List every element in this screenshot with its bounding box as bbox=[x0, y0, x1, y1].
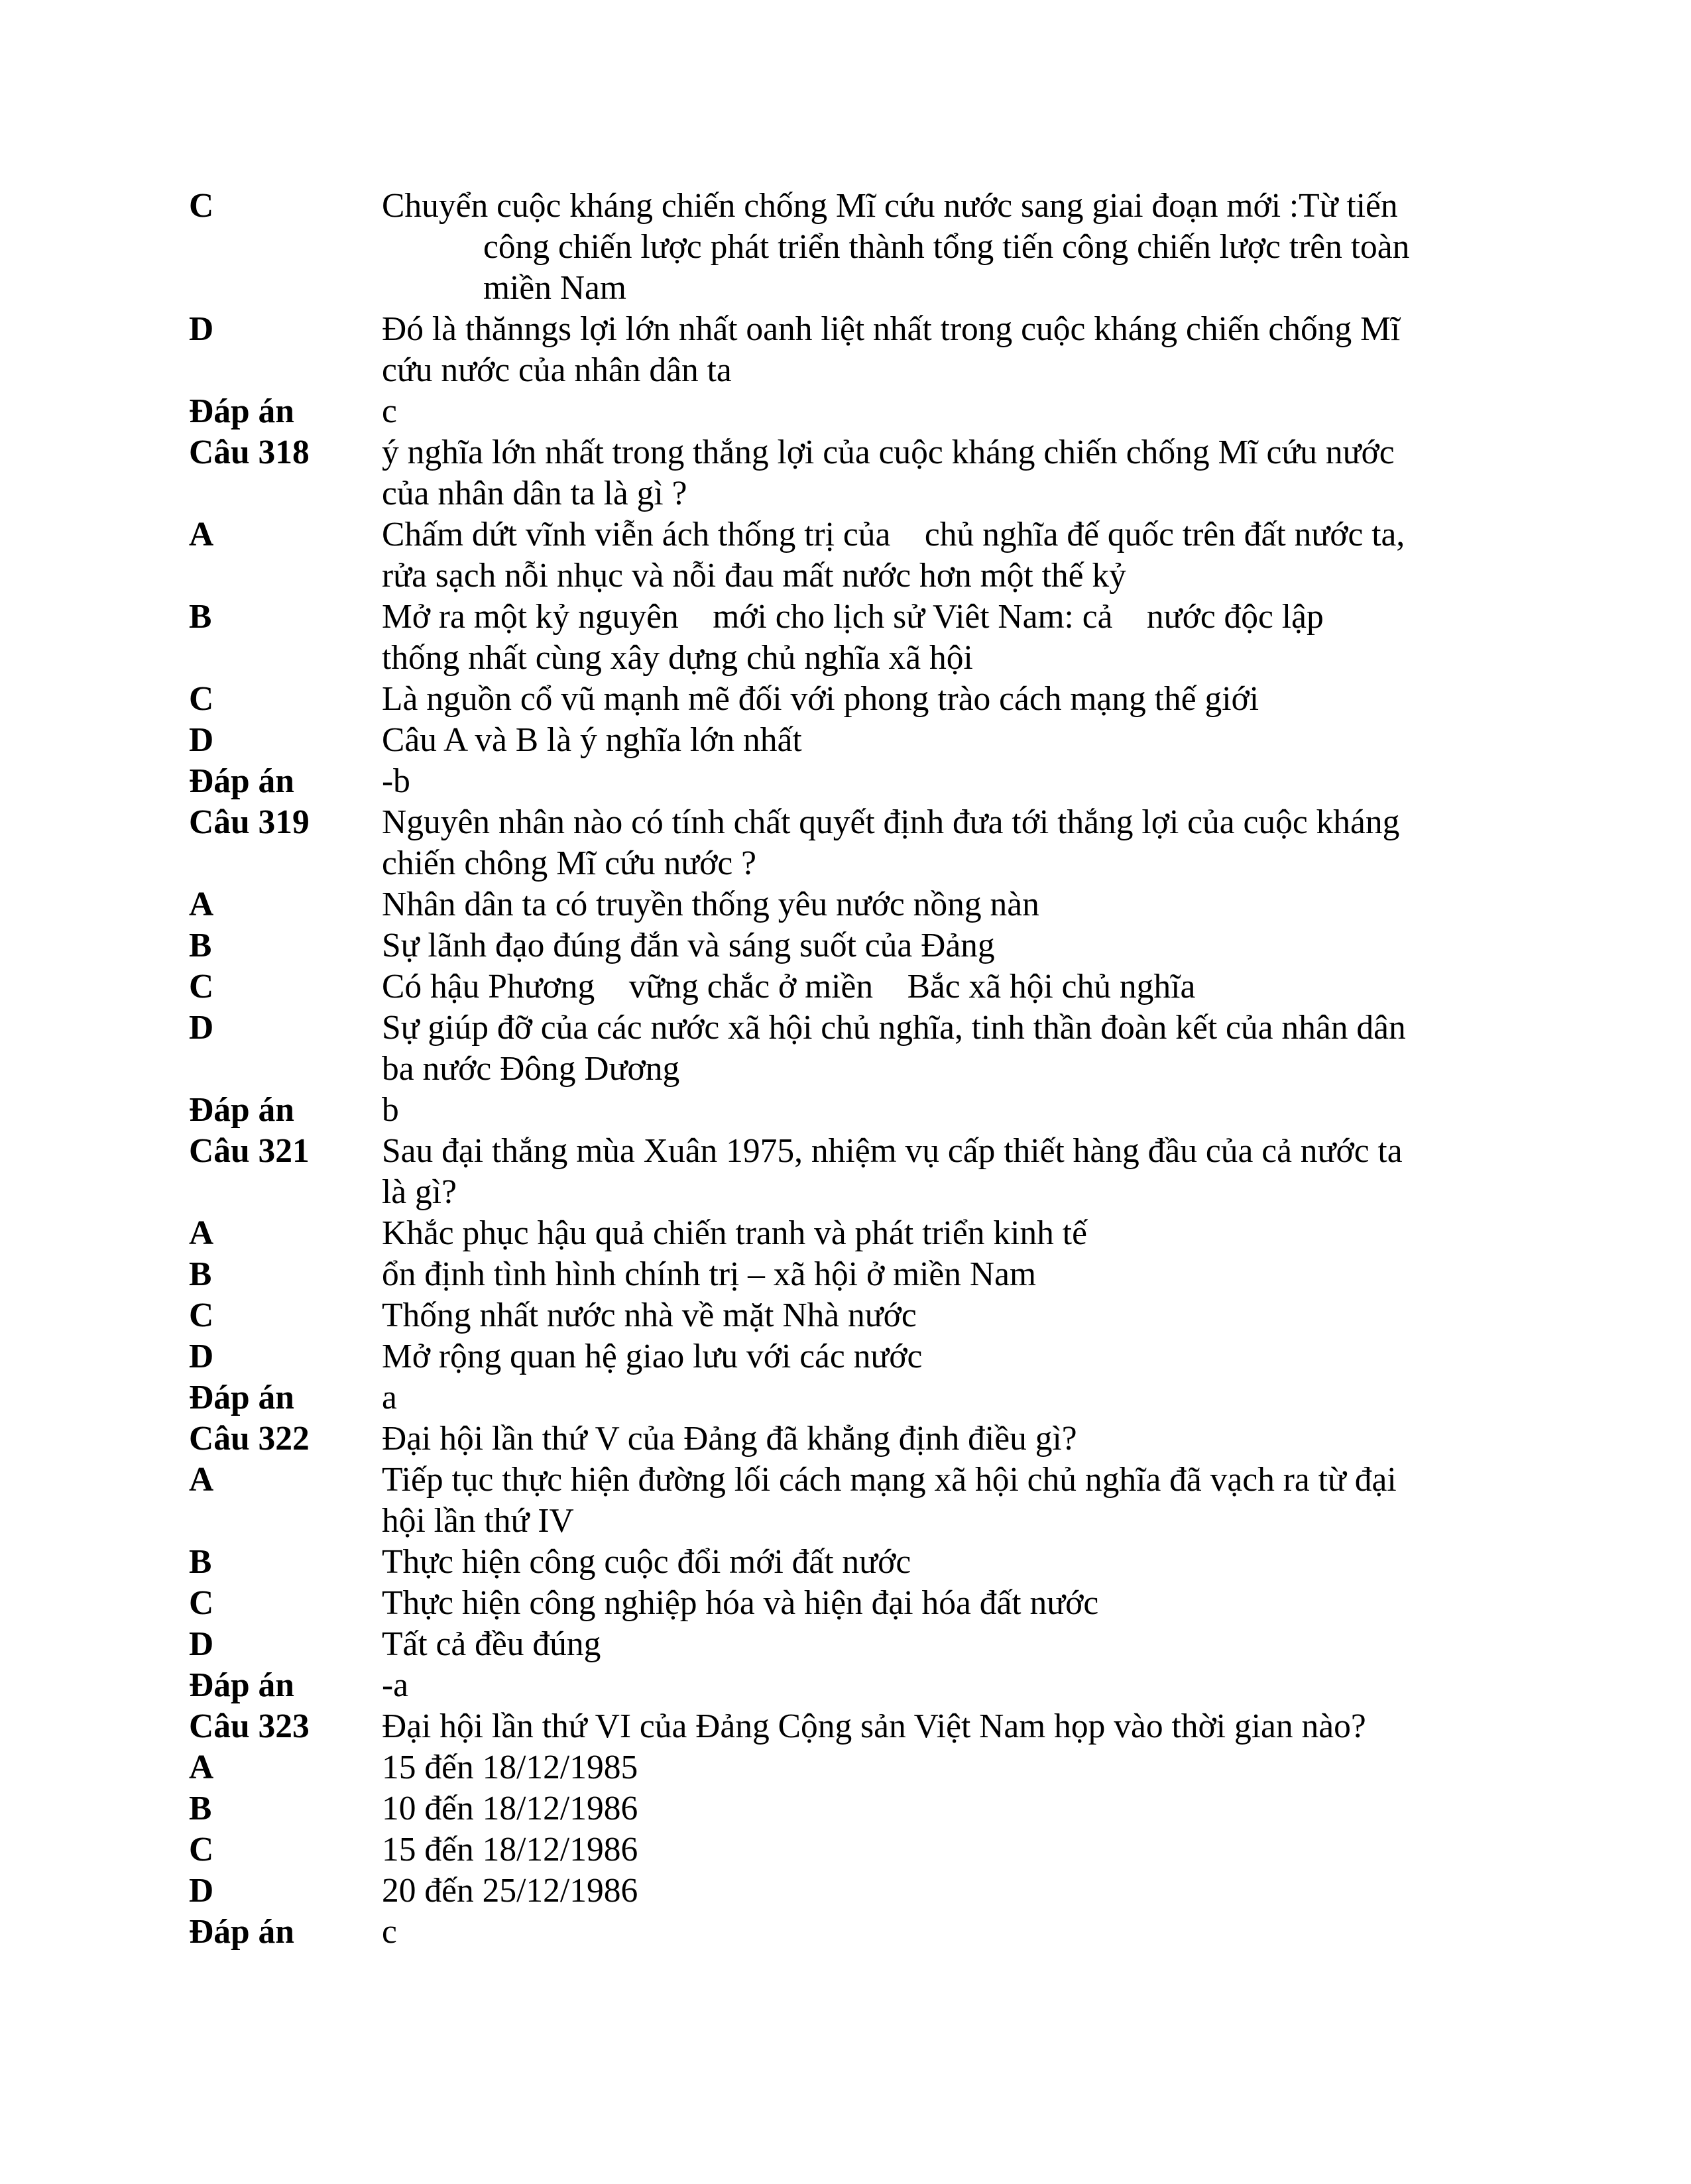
question-row bbox=[189, 1542, 1515, 1583]
row-label: C bbox=[189, 1296, 214, 1334]
question-row bbox=[189, 1090, 1515, 1131]
text-line: Đó là thănngs lợi lớn nhất oanh liệt nhất trong cuộc kháng chiến chống Mĩ bbox=[382, 310, 1401, 348]
row-label: A bbox=[189, 886, 214, 923]
question-row bbox=[189, 802, 1515, 884]
text-line: b bbox=[382, 1091, 399, 1129]
row-content bbox=[382, 1706, 1476, 1747]
text-line: Mở ra một kỷ nguyên mới cho lịch sử Viêt Nam: cả nước độc lập bbox=[382, 598, 1324, 636]
question-row bbox=[189, 432, 1515, 514]
row-content bbox=[382, 1131, 1476, 1213]
row-content bbox=[382, 1624, 1476, 1665]
text-line: ba nước Đông Dương bbox=[382, 1050, 680, 1088]
row-content bbox=[382, 1829, 1476, 1870]
question-row bbox=[189, 1912, 1515, 1953]
row-content bbox=[382, 1870, 1476, 1912]
row-label: Đáp án bbox=[189, 1913, 294, 1951]
question-list bbox=[189, 186, 1515, 1953]
question-row bbox=[189, 1583, 1515, 1624]
row-label: C bbox=[189, 187, 214, 225]
row-content bbox=[382, 802, 1476, 884]
question-row bbox=[189, 884, 1515, 925]
row-content bbox=[382, 391, 1476, 432]
text-line: ổn định tình hình chính trị – xã hội ở miền Nam bbox=[382, 1255, 1037, 1293]
row-content bbox=[382, 1090, 1476, 1131]
question-row bbox=[189, 925, 1515, 966]
row-label: Câu 322 bbox=[189, 1420, 310, 1458]
question-row bbox=[189, 1131, 1515, 1213]
question-row bbox=[189, 1665, 1515, 1706]
row-label: Câu 318 bbox=[189, 433, 310, 471]
question-row bbox=[189, 679, 1515, 720]
text-line: Đại hội lần thứ V của Đảng đã khẳng định điều gì? bbox=[382, 1420, 1077, 1458]
text-line: Câu A và B là ý nghĩa lớn nhất bbox=[382, 721, 802, 759]
text-line: Thống nhất nước nhà về mặt Nhà nước bbox=[382, 1296, 917, 1334]
question-row bbox=[189, 1377, 1515, 1418]
text-line: 20 đến 25/12/1986 bbox=[382, 1872, 638, 1910]
text-line: Là nguồn cổ vũ mạnh mẽ đối với phong trào cách mạng thế giới bbox=[382, 680, 1259, 718]
row-content bbox=[382, 1336, 1476, 1377]
row-content bbox=[382, 597, 1476, 679]
text-line: Tất cả đều đúng bbox=[382, 1625, 601, 1663]
question-row bbox=[189, 966, 1515, 1007]
row-label: Đáp án bbox=[189, 392, 294, 430]
row-content bbox=[382, 1377, 1476, 1418]
row-label: B bbox=[189, 1543, 212, 1581]
row-content bbox=[382, 1418, 1476, 1460]
text-line: rửa sạch nỗi nhục và nỗi đau mất nước hơn một thế kỷ bbox=[382, 557, 1126, 595]
text-line: c bbox=[382, 1913, 397, 1951]
row-label: B bbox=[189, 598, 212, 636]
text-line: a bbox=[382, 1379, 397, 1416]
row-content bbox=[382, 1747, 1476, 1788]
text-line: -a bbox=[382, 1666, 409, 1704]
question-row bbox=[189, 720, 1515, 761]
row-label: Đáp án bbox=[189, 1379, 294, 1416]
text-line: miền Nam bbox=[483, 269, 626, 307]
row-label: B bbox=[189, 1790, 212, 1827]
question-row bbox=[189, 391, 1515, 432]
row-content bbox=[382, 925, 1476, 966]
row-content bbox=[382, 1665, 1476, 1706]
question-row bbox=[189, 1870, 1515, 1912]
row-content bbox=[382, 1295, 1476, 1336]
row-label: C bbox=[189, 968, 214, 1006]
question-row bbox=[189, 1460, 1515, 1542]
row-content bbox=[382, 1007, 1476, 1090]
row-label: A bbox=[189, 516, 214, 553]
text-line: cứu nước của nhân dân ta bbox=[382, 351, 732, 389]
row-label: C bbox=[189, 1584, 214, 1622]
text-line: của nhân dân ta là gì ? bbox=[382, 475, 687, 512]
question-row bbox=[189, 761, 1515, 802]
text-line: Thực hiện công nghiệp hóa và hiện đại hóa đất nước bbox=[382, 1584, 1099, 1622]
text-line: Tiếp tục thực hiện đường lối cách mạng xã hội chủ nghĩa đã vạch ra từ đại bbox=[382, 1461, 1397, 1499]
text-line: Sau đại thắng mùa Xuân 1975, nhiệm vụ cấp thiết hàng đầu của cả nước ta bbox=[382, 1132, 1403, 1170]
text-line: Sự giúp đỡ của các nước xã hội chủ nghĩa, tinh thần đoàn kết của nhân dân bbox=[382, 1009, 1406, 1047]
question-row bbox=[189, 1829, 1515, 1870]
row-content bbox=[382, 309, 1476, 391]
text-line: Khắc phục hậu quả chiến tranh và phát triển kinh tế bbox=[382, 1214, 1087, 1252]
text-line: Mở rộng quan hệ giao lưu với các nước bbox=[382, 1338, 923, 1375]
row-content bbox=[382, 1460, 1476, 1542]
row-label: Câu 321 bbox=[189, 1132, 310, 1170]
row-content bbox=[382, 884, 1476, 925]
row-label: Đáp án bbox=[189, 1666, 294, 1704]
text-line: Thực hiện công cuộc đổi mới đất nước bbox=[382, 1543, 911, 1581]
row-label: C bbox=[189, 1831, 214, 1868]
row-label: Đáp án bbox=[189, 762, 294, 800]
row-label: Câu 323 bbox=[189, 1707, 310, 1745]
row-content bbox=[382, 720, 1476, 761]
row-label: D bbox=[189, 310, 214, 348]
text-line: công chiến lược phát triển thành tổng tiến công chiến lược trên toàn bbox=[483, 228, 1410, 266]
question-row bbox=[189, 1624, 1515, 1665]
row-content bbox=[382, 679, 1476, 720]
row-label: B bbox=[189, 927, 212, 964]
question-row bbox=[189, 1213, 1515, 1254]
row-content bbox=[382, 186, 1476, 309]
text-line: Có hậu Phương vững chắc ở miền Bắc xã hội chủ nghĩa bbox=[382, 968, 1196, 1006]
text-line: Chấm dứt vĩnh viễn ách thống trị của chủ nghĩa đế quốc trên đất nước ta, bbox=[382, 516, 1405, 553]
question-row bbox=[189, 1788, 1515, 1829]
row-content bbox=[382, 1912, 1476, 1953]
question-row bbox=[189, 186, 1515, 309]
row-label: D bbox=[189, 1009, 214, 1047]
text-line: c bbox=[382, 392, 397, 430]
text-line: Đại hội lần thứ VI của Đảng Cộng sản Việt Nam họp vào thời gian nào? bbox=[382, 1707, 1366, 1745]
text-line: là gì? bbox=[382, 1173, 457, 1211]
text-line: chiến chông Mĩ cứu nước ? bbox=[382, 844, 756, 882]
row-label: C bbox=[189, 680, 214, 718]
question-row bbox=[189, 309, 1515, 391]
text-line: thống nhất cùng xây dựng chủ nghĩa xã hội bbox=[382, 639, 973, 677]
question-row bbox=[189, 1254, 1515, 1295]
row-label: A bbox=[189, 1749, 214, 1786]
text-line: 15 đến 18/12/1985 bbox=[382, 1749, 638, 1786]
row-content bbox=[382, 514, 1476, 597]
question-row bbox=[189, 1007, 1515, 1090]
row-label: B bbox=[189, 1255, 212, 1293]
text-line: 15 đến 18/12/1986 bbox=[382, 1831, 638, 1868]
text-line: ý nghĩa lớn nhất trong thắng lợi của cuộc kháng chiến chống Mĩ cứu nước bbox=[382, 433, 1395, 471]
row-content bbox=[382, 966, 1476, 1007]
row-content bbox=[382, 1213, 1476, 1254]
row-content bbox=[382, 1788, 1476, 1829]
text-line: Sự lãnh đạo đúng đắn và sáng suốt của Đảng bbox=[382, 927, 995, 964]
row-content bbox=[382, 1542, 1476, 1583]
text-line: Chuyển cuộc kháng chiến chống Mĩ cứu nước sang giai đoạn mới :Từ tiến bbox=[382, 187, 1398, 225]
row-content bbox=[382, 1254, 1476, 1295]
question-row bbox=[189, 1418, 1515, 1460]
row-label: D bbox=[189, 1625, 214, 1663]
question-row bbox=[189, 1336, 1515, 1377]
row-content bbox=[382, 432, 1476, 514]
question-row bbox=[189, 1747, 1515, 1788]
text-line: Nguyên nhân nào có tính chất quyết định đưa tới thắng lợi của cuộc kháng bbox=[382, 803, 1400, 841]
row-label: A bbox=[189, 1461, 214, 1499]
row-label: Câu 319 bbox=[189, 803, 310, 841]
row-content bbox=[382, 1583, 1476, 1624]
question-row bbox=[189, 1295, 1515, 1336]
row-label: D bbox=[189, 1872, 214, 1910]
text-line: -b bbox=[382, 762, 410, 800]
question-row bbox=[189, 1706, 1515, 1747]
question-row bbox=[189, 597, 1515, 679]
question-row bbox=[189, 514, 1515, 597]
row-label: D bbox=[189, 1338, 214, 1375]
row-content bbox=[382, 761, 1476, 802]
text-line: hội lần thứ IV bbox=[382, 1502, 574, 1540]
text-line: Nhân dân ta có truyền thống yêu nước nồng nàn bbox=[382, 886, 1039, 923]
row-label: Đáp án bbox=[189, 1091, 294, 1129]
row-label: D bbox=[189, 721, 214, 759]
text-line: 10 đến 18/12/1986 bbox=[382, 1790, 638, 1827]
row-label: A bbox=[189, 1214, 214, 1252]
